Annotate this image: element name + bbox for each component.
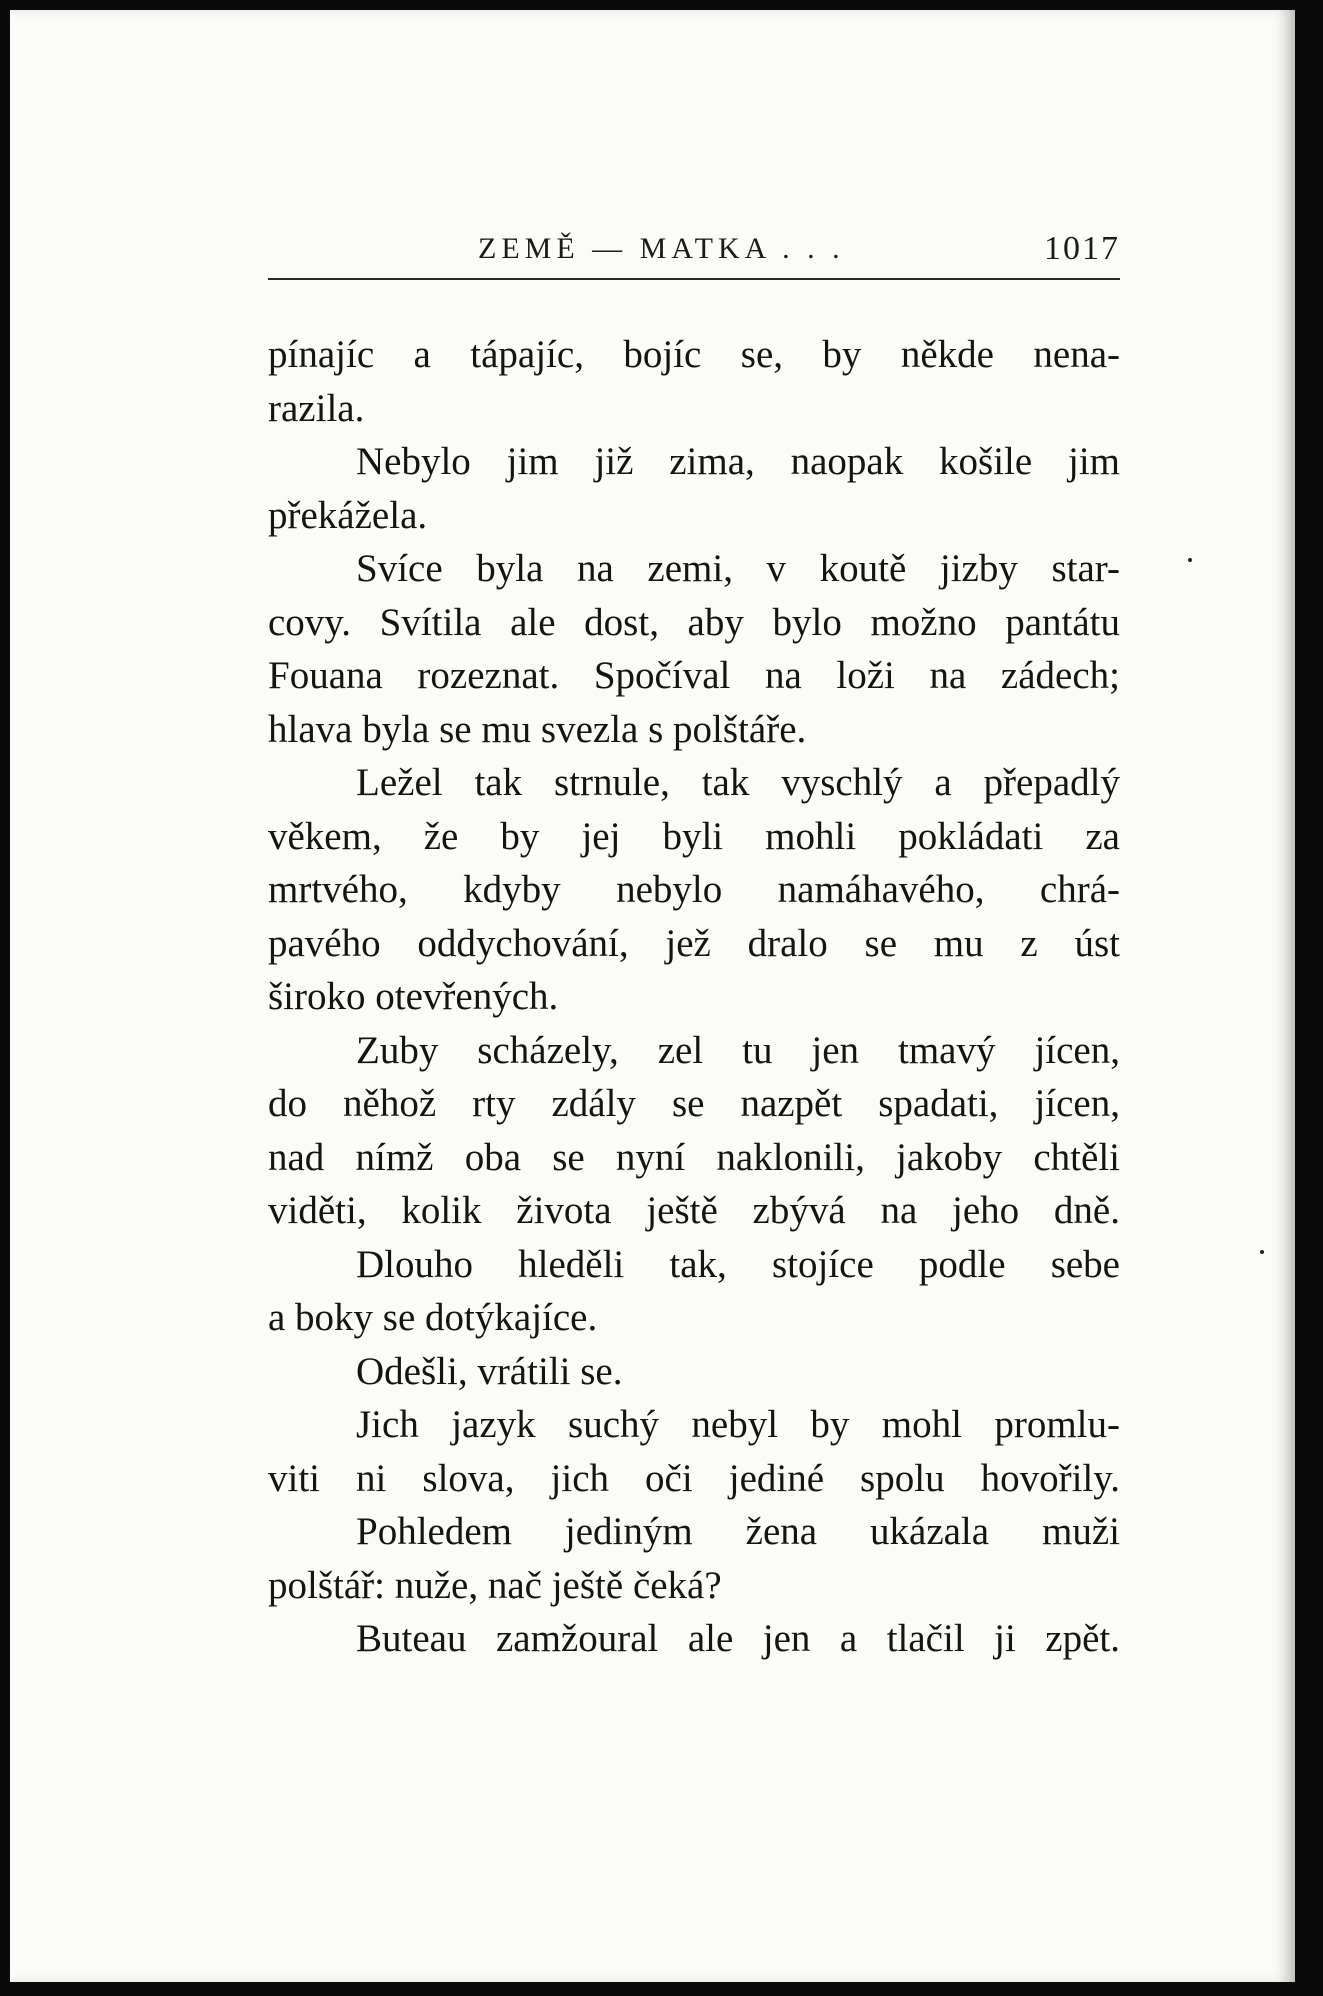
page-header bbox=[268, 230, 1120, 274]
text-line: hlava byla se mu svezla s polštáře. bbox=[268, 707, 807, 751]
header-rule bbox=[268, 278, 1120, 280]
text-line: Pohledem jediným žena ukázala muži bbox=[356, 1510, 1120, 1553]
text-line: Zuby scházely, zel tu jen tmavý jícen, bbox=[356, 1028, 1120, 1072]
text-line: razila. bbox=[268, 386, 365, 430]
page-body bbox=[268, 328, 1120, 1666]
text-line: pínajíc a tápajíc, bojíc se, by někde nena- bbox=[268, 333, 1120, 376]
text-line: Svíce byla na zemi, v koutě jizby star- bbox=[356, 547, 1120, 590]
text-line: covy. Svítila ale dost, aby bylo možno pantátu bbox=[268, 600, 1120, 644]
speck-mark bbox=[1260, 1250, 1264, 1254]
text-line: pavého oddychování, jež dralo se mu z úst bbox=[268, 921, 1120, 965]
text-line: Buteau zamžoural ale jen a tlačil ji zpět. bbox=[356, 1617, 1120, 1660]
text-line: a boky se dotýkajíce. bbox=[268, 1296, 598, 1339]
text-line: Odešli, vrátili se. bbox=[356, 1349, 623, 1393]
text-line: mrtvého, kdyby nebylo namáhavého, chrá- bbox=[268, 868, 1120, 911]
text-line: polštář: nuže, nač ještě čeká? bbox=[268, 1563, 722, 1607]
text-line: Nebylo jim již zima, naopak košile jim bbox=[356, 440, 1120, 483]
text-line: do něhož rty zdály se nazpět spadati, jícen, bbox=[268, 1082, 1120, 1125]
text-line: viděti, kolik života ještě zbývá na jeho dně. bbox=[268, 1189, 1120, 1232]
book-page bbox=[10, 10, 1295, 1982]
text-line: věkem, že by jej byli mohli pokládati za bbox=[268, 814, 1120, 858]
text-line: Fouana rozeznat. Spočíval na loži na zádech; bbox=[268, 654, 1120, 697]
text-line: Jich jazyk suchý nebyl by mohl promlu- bbox=[356, 1403, 1120, 1446]
text-line: široko otevřených. bbox=[268, 975, 559, 1018]
page-number: 1017 bbox=[1044, 230, 1120, 267]
running-title: ZEMĚ — MATKA . . . bbox=[478, 232, 845, 265]
text-line: Ležel tak strnule, tak vyschlý a přepadlý bbox=[356, 761, 1120, 804]
text-line: nad nímž oba se nyní naklonili, jakoby chtěli bbox=[268, 1135, 1120, 1179]
text-line: překážela. bbox=[268, 493, 428, 537]
text-line: viti ni slova, jich oči jediné spolu hovořily. bbox=[268, 1456, 1120, 1500]
text-line: Dlouho hleděli tak, stojíce podle sebe bbox=[356, 1242, 1120, 1286]
speck-mark bbox=[1188, 558, 1192, 562]
